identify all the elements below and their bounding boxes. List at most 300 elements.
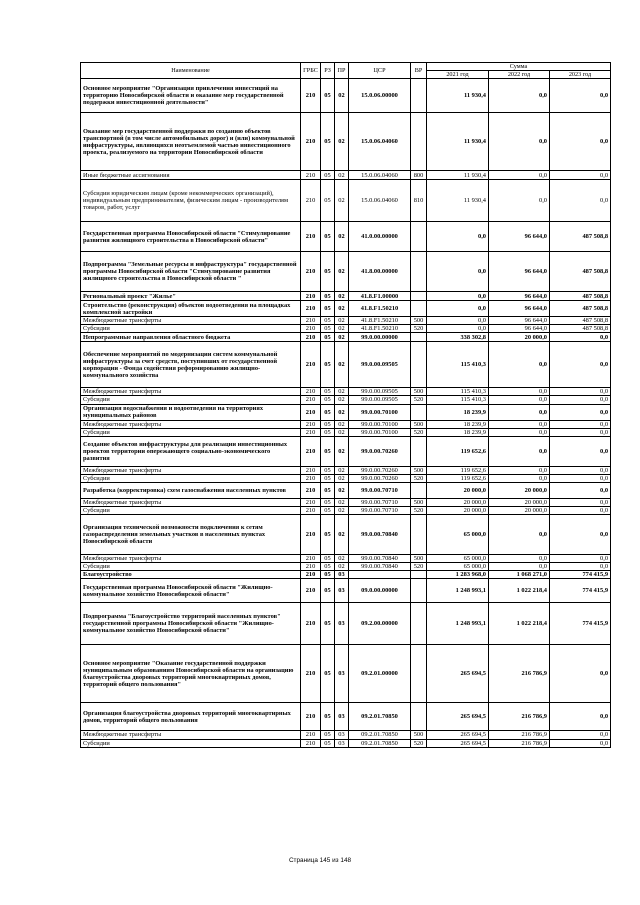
row-grbs: 210 — [301, 171, 321, 180]
row-name: Субсидии — [81, 507, 301, 515]
row-csr: 15.0.06.04060 — [349, 180, 411, 222]
row-name: Оказание мер государственной поддержки по созданию объектов транспортной (в том числе автомобильных дорог) и (или) коммунальной инфраструктуры, являющихся неотъемлемой частью инвестиционного проекта, реализуемого на территории Новосибирской области — [81, 113, 301, 171]
row-sum-2023: 0,0 — [550, 333, 611, 342]
row-csr: 99.0.00.70100 — [349, 420, 411, 428]
row-name: Разработка (корректировка) схем газоснабжения населенных пунктов — [81, 482, 301, 498]
row-pr: 02 — [335, 292, 349, 301]
row-rz: 05 — [321, 325, 335, 333]
row-sum-2023: 0,0 — [550, 171, 611, 180]
row-csr: 99.0.00.09505 — [349, 342, 411, 388]
row-sum-2023: 0,0 — [550, 113, 611, 171]
row-name: Субсидии — [81, 739, 301, 747]
row-rz: 05 — [321, 507, 335, 515]
row-csr: 99.0.00.70100 — [349, 404, 411, 420]
row-pr: 02 — [335, 498, 349, 506]
row-csr: 15.0.06.04060 — [349, 171, 411, 180]
row-csr: 41.8.F1.50210 — [349, 301, 411, 317]
row-grbs: 210 — [301, 222, 321, 252]
page-number: Страница 145 из 148 — [288, 857, 352, 864]
row-csr: 99.0.00.70840 — [349, 555, 411, 563]
row-csr: 41.8.F1.50210 — [349, 325, 411, 333]
row-grbs: 210 — [301, 515, 321, 555]
row-rz: 05 — [321, 645, 335, 703]
row-vr — [411, 404, 427, 420]
row-sum-2023: 0,0 — [550, 396, 611, 404]
table-row — [81, 507, 611, 515]
row-sum-2021: 65 000,0 — [427, 515, 489, 555]
row-vr — [411, 515, 427, 555]
row-csr: 09.2.01.70850 — [349, 703, 411, 731]
row-pr: 02 — [335, 317, 349, 325]
row-vr: 500 — [411, 466, 427, 474]
row-grbs: 210 — [301, 466, 321, 474]
row-sum-2022: 1 022 218,4 — [489, 603, 550, 645]
row-sum-2021: 0,0 — [427, 222, 489, 252]
row-grbs: 210 — [301, 703, 321, 731]
row-sum-2023: 487 508,8 — [550, 292, 611, 301]
row-sum-2021: 11 930,4 — [427, 171, 489, 180]
table-row — [81, 436, 611, 466]
row-rz: 05 — [321, 428, 335, 436]
row-sum-2021: 0,0 — [427, 317, 489, 325]
table-row — [81, 396, 611, 404]
row-sum-2023: 487 508,8 — [550, 222, 611, 252]
row-vr — [411, 113, 427, 171]
row-sum-2022: 96 644,0 — [489, 222, 550, 252]
row-vr: 500 — [411, 731, 427, 739]
row-sum-2022: 0,0 — [489, 515, 550, 555]
row-vr — [411, 579, 427, 603]
row-rz: 05 — [321, 396, 335, 404]
budget-table-sheet — [80, 62, 610, 748]
row-pr: 02 — [335, 388, 349, 396]
row-sum-2023: 0,0 — [550, 555, 611, 563]
row-rz: 05 — [321, 579, 335, 603]
row-vr — [411, 703, 427, 731]
row-name: Благоустройство — [81, 571, 301, 579]
table-row — [81, 222, 611, 252]
table-row — [81, 333, 611, 342]
row-rz: 05 — [321, 603, 335, 645]
row-rz: 05 — [321, 731, 335, 739]
row-csr: 99.0.00.70260 — [349, 466, 411, 474]
row-name: Основное мероприятие "Оказание государственной поддержки муниципальным образованиям Новосибирской области на организацию благоустройства дворовых территорий многоквартирных домов, территорий общего пользования" — [81, 645, 301, 703]
row-pr: 03 — [335, 645, 349, 703]
row-rz: 05 — [321, 317, 335, 325]
row-name: Межбюджетные трансферты — [81, 731, 301, 739]
row-csr: 99.0.00.70260 — [349, 474, 411, 482]
row-pr: 03 — [335, 579, 349, 603]
row-pr: 02 — [335, 563, 349, 571]
row-pr: 03 — [335, 603, 349, 645]
row-pr: 03 — [335, 731, 349, 739]
row-name: Организация технической возможности подключения к сетям газораспределения земельных участков в населенных пунктах Новосибирской области — [81, 515, 301, 555]
row-rz: 05 — [321, 171, 335, 180]
table-row — [81, 388, 611, 396]
table-row — [81, 571, 611, 579]
row-name: Строительство (реконструкция) объектов водоотведения на площадках комплексной застройки — [81, 301, 301, 317]
row-sum-2023: 0,0 — [550, 388, 611, 396]
row-vr: 520 — [411, 325, 427, 333]
row-pr: 02 — [335, 171, 349, 180]
table-row — [81, 645, 611, 703]
row-vr: 520 — [411, 739, 427, 747]
row-vr: 520 — [411, 563, 427, 571]
row-pr: 02 — [335, 342, 349, 388]
row-rz: 05 — [321, 739, 335, 747]
row-grbs: 210 — [301, 555, 321, 563]
row-grbs: 210 — [301, 252, 321, 292]
row-vr: 500 — [411, 317, 427, 325]
row-name: Государственная программа Новосибирской области "Стимулирование развития жилищного строительства в Новосибирской области" — [81, 222, 301, 252]
row-sum-2022: 216 786,9 — [489, 645, 550, 703]
row-name: Субсидии — [81, 474, 301, 482]
row-csr: 09.2.01.00000 — [349, 645, 411, 703]
row-pr: 02 — [335, 252, 349, 292]
row-csr: 99.0.00.70260 — [349, 436, 411, 466]
row-grbs: 210 — [301, 645, 321, 703]
table-row — [81, 498, 611, 506]
row-grbs: 210 — [301, 563, 321, 571]
row-rz: 05 — [321, 333, 335, 342]
row-sum-2021: 338 302,8 — [427, 333, 489, 342]
row-grbs: 210 — [301, 333, 321, 342]
row-vr — [411, 436, 427, 466]
row-csr: 99.0.00.70710 — [349, 498, 411, 506]
row-sum-2023: 487 508,8 — [550, 252, 611, 292]
row-sum-2022: 96 644,0 — [489, 317, 550, 325]
row-vr: 810 — [411, 180, 427, 222]
row-sum-2023: 774 415,9 — [550, 579, 611, 603]
row-pr: 02 — [335, 466, 349, 474]
row-grbs: 210 — [301, 317, 321, 325]
row-sum-2022: 20 000,0 — [489, 498, 550, 506]
row-sum-2021: 115 410,3 — [427, 342, 489, 388]
row-vr: 520 — [411, 396, 427, 404]
row-sum-2022: 216 786,9 — [489, 739, 550, 747]
row-sum-2023: 0,0 — [550, 404, 611, 420]
row-sum-2023: 0,0 — [550, 474, 611, 482]
row-csr: 99.0.00.09505 — [349, 396, 411, 404]
row-sum-2022: 0,0 — [489, 420, 550, 428]
row-sum-2021: 115 410,3 — [427, 396, 489, 404]
row-csr: 99.0.00.70710 — [349, 482, 411, 498]
row-sum-2023: 0,0 — [550, 436, 611, 466]
row-vr — [411, 645, 427, 703]
row-vr — [411, 79, 427, 113]
row-pr: 02 — [335, 301, 349, 317]
row-rz: 05 — [321, 252, 335, 292]
row-sum-2021: 18 239,9 — [427, 404, 489, 420]
row-grbs: 210 — [301, 428, 321, 436]
row-vr — [411, 333, 427, 342]
row-grbs: 210 — [301, 292, 321, 301]
row-sum-2022: 20 000,0 — [489, 333, 550, 342]
budget-table — [80, 62, 611, 748]
row-vr: 520 — [411, 428, 427, 436]
row-name: Создание объектов инфраструктуры для реализации инвестиционных проектов территории опережающего социально-экономического развития — [81, 436, 301, 466]
row-grbs: 210 — [301, 404, 321, 420]
header-year-2023: 2023 год — [550, 71, 611, 79]
row-sum-2023: 0,0 — [550, 180, 611, 222]
row-sum-2022: 0,0 — [489, 113, 550, 171]
table-row — [81, 180, 611, 222]
row-sum-2021: 20 000,0 — [427, 482, 489, 498]
row-sum-2021: 18 239,9 — [427, 420, 489, 428]
row-sum-2021: 119 652,6 — [427, 466, 489, 474]
row-sum-2023: 0,0 — [550, 739, 611, 747]
row-csr: 99.0.00.70710 — [349, 507, 411, 515]
row-rz: 05 — [321, 555, 335, 563]
row-grbs: 210 — [301, 474, 321, 482]
row-vr: 520 — [411, 507, 427, 515]
row-sum-2021: 11 930,4 — [427, 113, 489, 171]
row-sum-2021: 119 652,6 — [427, 436, 489, 466]
row-pr: 02 — [335, 79, 349, 113]
row-grbs: 210 — [301, 498, 321, 506]
table-row — [81, 739, 611, 747]
row-grbs: 210 — [301, 571, 321, 579]
row-sum-2022: 0,0 — [489, 342, 550, 388]
row-name: Основное мероприятие "Организация привлечения инвестиций на территорию Новосибирской области и оказание мер государственной поддержки инвестиционной деятельности" — [81, 79, 301, 113]
row-sum-2021: 1 248 993,1 — [427, 603, 489, 645]
row-sum-2021: 265 694,5 — [427, 703, 489, 731]
row-name: Межбюджетные трансферты — [81, 555, 301, 563]
row-grbs: 210 — [301, 113, 321, 171]
row-rz: 05 — [321, 292, 335, 301]
row-pr: 02 — [335, 555, 349, 563]
row-sum-2021: 20 000,0 — [427, 507, 489, 515]
row-sum-2022: 0,0 — [489, 171, 550, 180]
row-sum-2021: 265 694,5 — [427, 645, 489, 703]
row-pr: 02 — [335, 325, 349, 333]
row-sum-2022: 1 068 271,0 — [489, 571, 550, 579]
row-grbs: 210 — [301, 436, 321, 466]
header-sum: Сумма — [427, 63, 611, 71]
row-sum-2021: 0,0 — [427, 325, 489, 333]
row-rz: 05 — [321, 466, 335, 474]
row-csr: 41.8.F1.50210 — [349, 317, 411, 325]
row-name: Непрограммные направления областного бюджета — [81, 333, 301, 342]
row-csr: 15.0.06.04060 — [349, 113, 411, 171]
row-sum-2022: 96 644,0 — [489, 301, 550, 317]
header-csr: ЦСР — [349, 63, 411, 79]
table-row — [81, 466, 611, 474]
row-sum-2021: 265 694,5 — [427, 739, 489, 747]
row-rz: 05 — [321, 563, 335, 571]
row-sum-2021: 1 248 993,1 — [427, 579, 489, 603]
row-vr: 500 — [411, 420, 427, 428]
row-sum-2022: 216 786,9 — [489, 731, 550, 739]
row-pr: 02 — [335, 113, 349, 171]
row-rz: 05 — [321, 404, 335, 420]
row-sum-2021: 11 930,4 — [427, 180, 489, 222]
table-row — [81, 171, 611, 180]
row-sum-2023: 487 508,8 — [550, 317, 611, 325]
row-csr — [349, 571, 411, 579]
table-body — [81, 79, 611, 747]
row-csr: 99.0.00.70840 — [349, 515, 411, 555]
row-sum-2022: 96 644,0 — [489, 292, 550, 301]
row-pr: 02 — [335, 428, 349, 436]
row-csr: 09.0.00.00000 — [349, 579, 411, 603]
row-sum-2023: 0,0 — [550, 428, 611, 436]
table-row — [81, 428, 611, 436]
row-sum-2022: 0,0 — [489, 466, 550, 474]
table-row — [81, 301, 611, 317]
row-sum-2023: 0,0 — [550, 645, 611, 703]
row-sum-2023: 774 415,9 — [550, 603, 611, 645]
table-row — [81, 342, 611, 388]
row-rz: 05 — [321, 703, 335, 731]
row-pr: 02 — [335, 420, 349, 428]
row-rz: 05 — [321, 113, 335, 171]
row-sum-2022: 1 022 218,4 — [489, 579, 550, 603]
row-sum-2022: 0,0 — [489, 474, 550, 482]
table-row — [81, 603, 611, 645]
row-name: Организация водоснабжения и водоотведения на территориях муниципальных районов — [81, 404, 301, 420]
row-csr: 09.2.00.00000 — [349, 603, 411, 645]
table-row — [81, 482, 611, 498]
row-csr: 09.2.01.70850 — [349, 739, 411, 747]
row-name: Межбюджетные трансферты — [81, 388, 301, 396]
table-row — [81, 563, 611, 571]
row-sum-2023: 0,0 — [550, 466, 611, 474]
row-name: Иные бюджетные ассигнования — [81, 171, 301, 180]
table-row — [81, 325, 611, 333]
row-sum-2022: 0,0 — [489, 436, 550, 466]
table-row — [81, 404, 611, 420]
row-vr: 520 — [411, 474, 427, 482]
row-name: Субсидии — [81, 428, 301, 436]
row-pr: 02 — [335, 180, 349, 222]
row-rz: 05 — [321, 301, 335, 317]
row-vr — [411, 571, 427, 579]
row-pr: 02 — [335, 436, 349, 466]
row-rz: 05 — [321, 180, 335, 222]
row-sum-2021: 65 000,0 — [427, 563, 489, 571]
row-csr: 09.2.01.70850 — [349, 731, 411, 739]
header-year-2022: 2022 год — [489, 71, 550, 79]
header-row-top — [81, 63, 611, 71]
row-sum-2021: 115 410,3 — [427, 388, 489, 396]
row-rz: 05 — [321, 388, 335, 396]
row-rz: 05 — [321, 342, 335, 388]
row-name: Субсидии — [81, 325, 301, 333]
row-vr: 500 — [411, 555, 427, 563]
row-pr: 02 — [335, 333, 349, 342]
row-csr: 99.0.00.70100 — [349, 428, 411, 436]
row-name: Субсидии юридическим лицам (кроме некоммерческих организаций), индивидуальным предпринимателям, физическим лицам - производителям товаров, работ, услуг — [81, 180, 301, 222]
row-grbs: 210 — [301, 739, 321, 747]
row-sum-2022: 20 000,0 — [489, 482, 550, 498]
row-vr — [411, 603, 427, 645]
row-grbs: 210 — [301, 579, 321, 603]
table-row — [81, 252, 611, 292]
row-name: Региональный проект "Жилье" — [81, 292, 301, 301]
row-grbs: 210 — [301, 507, 321, 515]
row-sum-2023: 0,0 — [550, 482, 611, 498]
row-csr: 99.0.00.09505 — [349, 388, 411, 396]
row-pr: 03 — [335, 739, 349, 747]
row-pr: 02 — [335, 474, 349, 482]
row-sum-2022: 216 786,9 — [489, 703, 550, 731]
table-row — [81, 555, 611, 563]
row-name: Подпрограмма "Благоустройство территорий населенных пунктов" государственной программы Новосибирской области "Жилищно-коммунальное хозяйство Новосибирской области" — [81, 603, 301, 645]
row-name: Субсидии — [81, 396, 301, 404]
row-sum-2021: 0,0 — [427, 252, 489, 292]
row-sum-2023: 0,0 — [550, 79, 611, 113]
header-year-2021: 2021 год — [427, 71, 489, 79]
row-pr: 03 — [335, 571, 349, 579]
row-vr — [411, 342, 427, 388]
row-sum-2022: 96 644,0 — [489, 252, 550, 292]
table-row — [81, 579, 611, 603]
row-rz: 05 — [321, 420, 335, 428]
row-sum-2023: 487 508,8 — [550, 301, 611, 317]
row-sum-2023: 774 415,9 — [550, 571, 611, 579]
table-row — [81, 515, 611, 555]
row-sum-2021: 65 000,0 — [427, 555, 489, 563]
row-csr: 41.0.00.00000 — [349, 222, 411, 252]
row-sum-2021: 119 652,6 — [427, 474, 489, 482]
row-sum-2021: 0,0 — [427, 292, 489, 301]
row-pr: 02 — [335, 507, 349, 515]
row-vr: 500 — [411, 498, 427, 506]
row-sum-2022: 0,0 — [489, 555, 550, 563]
row-sum-2021: 18 239,9 — [427, 428, 489, 436]
row-name: Межбюджетные трансферты — [81, 498, 301, 506]
row-name: Подпрограмма "Земельные ресурсы и инфраструктура" государственной программы Новосибирской области "Стимулирование развития жилищного строительства в Новосибирской области " — [81, 252, 301, 292]
row-vr: 500 — [411, 388, 427, 396]
row-rz: 05 — [321, 436, 335, 466]
row-pr: 02 — [335, 222, 349, 252]
row-rz: 05 — [321, 222, 335, 252]
row-name: Межбюджетные трансферты — [81, 420, 301, 428]
row-rz: 05 — [321, 515, 335, 555]
row-sum-2023: 0,0 — [550, 498, 611, 506]
table-row — [81, 703, 611, 731]
row-vr — [411, 292, 427, 301]
row-rz: 05 — [321, 571, 335, 579]
row-grbs: 210 — [301, 342, 321, 388]
row-sum-2023: 0,0 — [550, 703, 611, 731]
row-pr: 02 — [335, 404, 349, 420]
row-sum-2021: 20 000,0 — [427, 498, 489, 506]
table-row — [81, 474, 611, 482]
row-sum-2023: 0,0 — [550, 507, 611, 515]
table-row — [81, 731, 611, 739]
row-vr — [411, 252, 427, 292]
row-pr: 02 — [335, 396, 349, 404]
header-grbs: ГРБС — [301, 63, 321, 79]
row-sum-2021: 0,0 — [427, 301, 489, 317]
table-row — [81, 113, 611, 171]
table-row — [81, 292, 611, 301]
row-csr: 41.8.00.00000 — [349, 252, 411, 292]
row-sum-2023: 0,0 — [550, 563, 611, 571]
table-row — [81, 79, 611, 113]
row-grbs: 210 — [301, 325, 321, 333]
row-rz: 05 — [321, 498, 335, 506]
row-rz: 05 — [321, 79, 335, 113]
row-name: Межбюджетные трансферты — [81, 466, 301, 474]
row-sum-2023: 0,0 — [550, 420, 611, 428]
row-sum-2022: 0,0 — [489, 428, 550, 436]
row-grbs: 210 — [301, 301, 321, 317]
row-sum-2021: 1 283 968,0 — [427, 571, 489, 579]
row-vr — [411, 301, 427, 317]
